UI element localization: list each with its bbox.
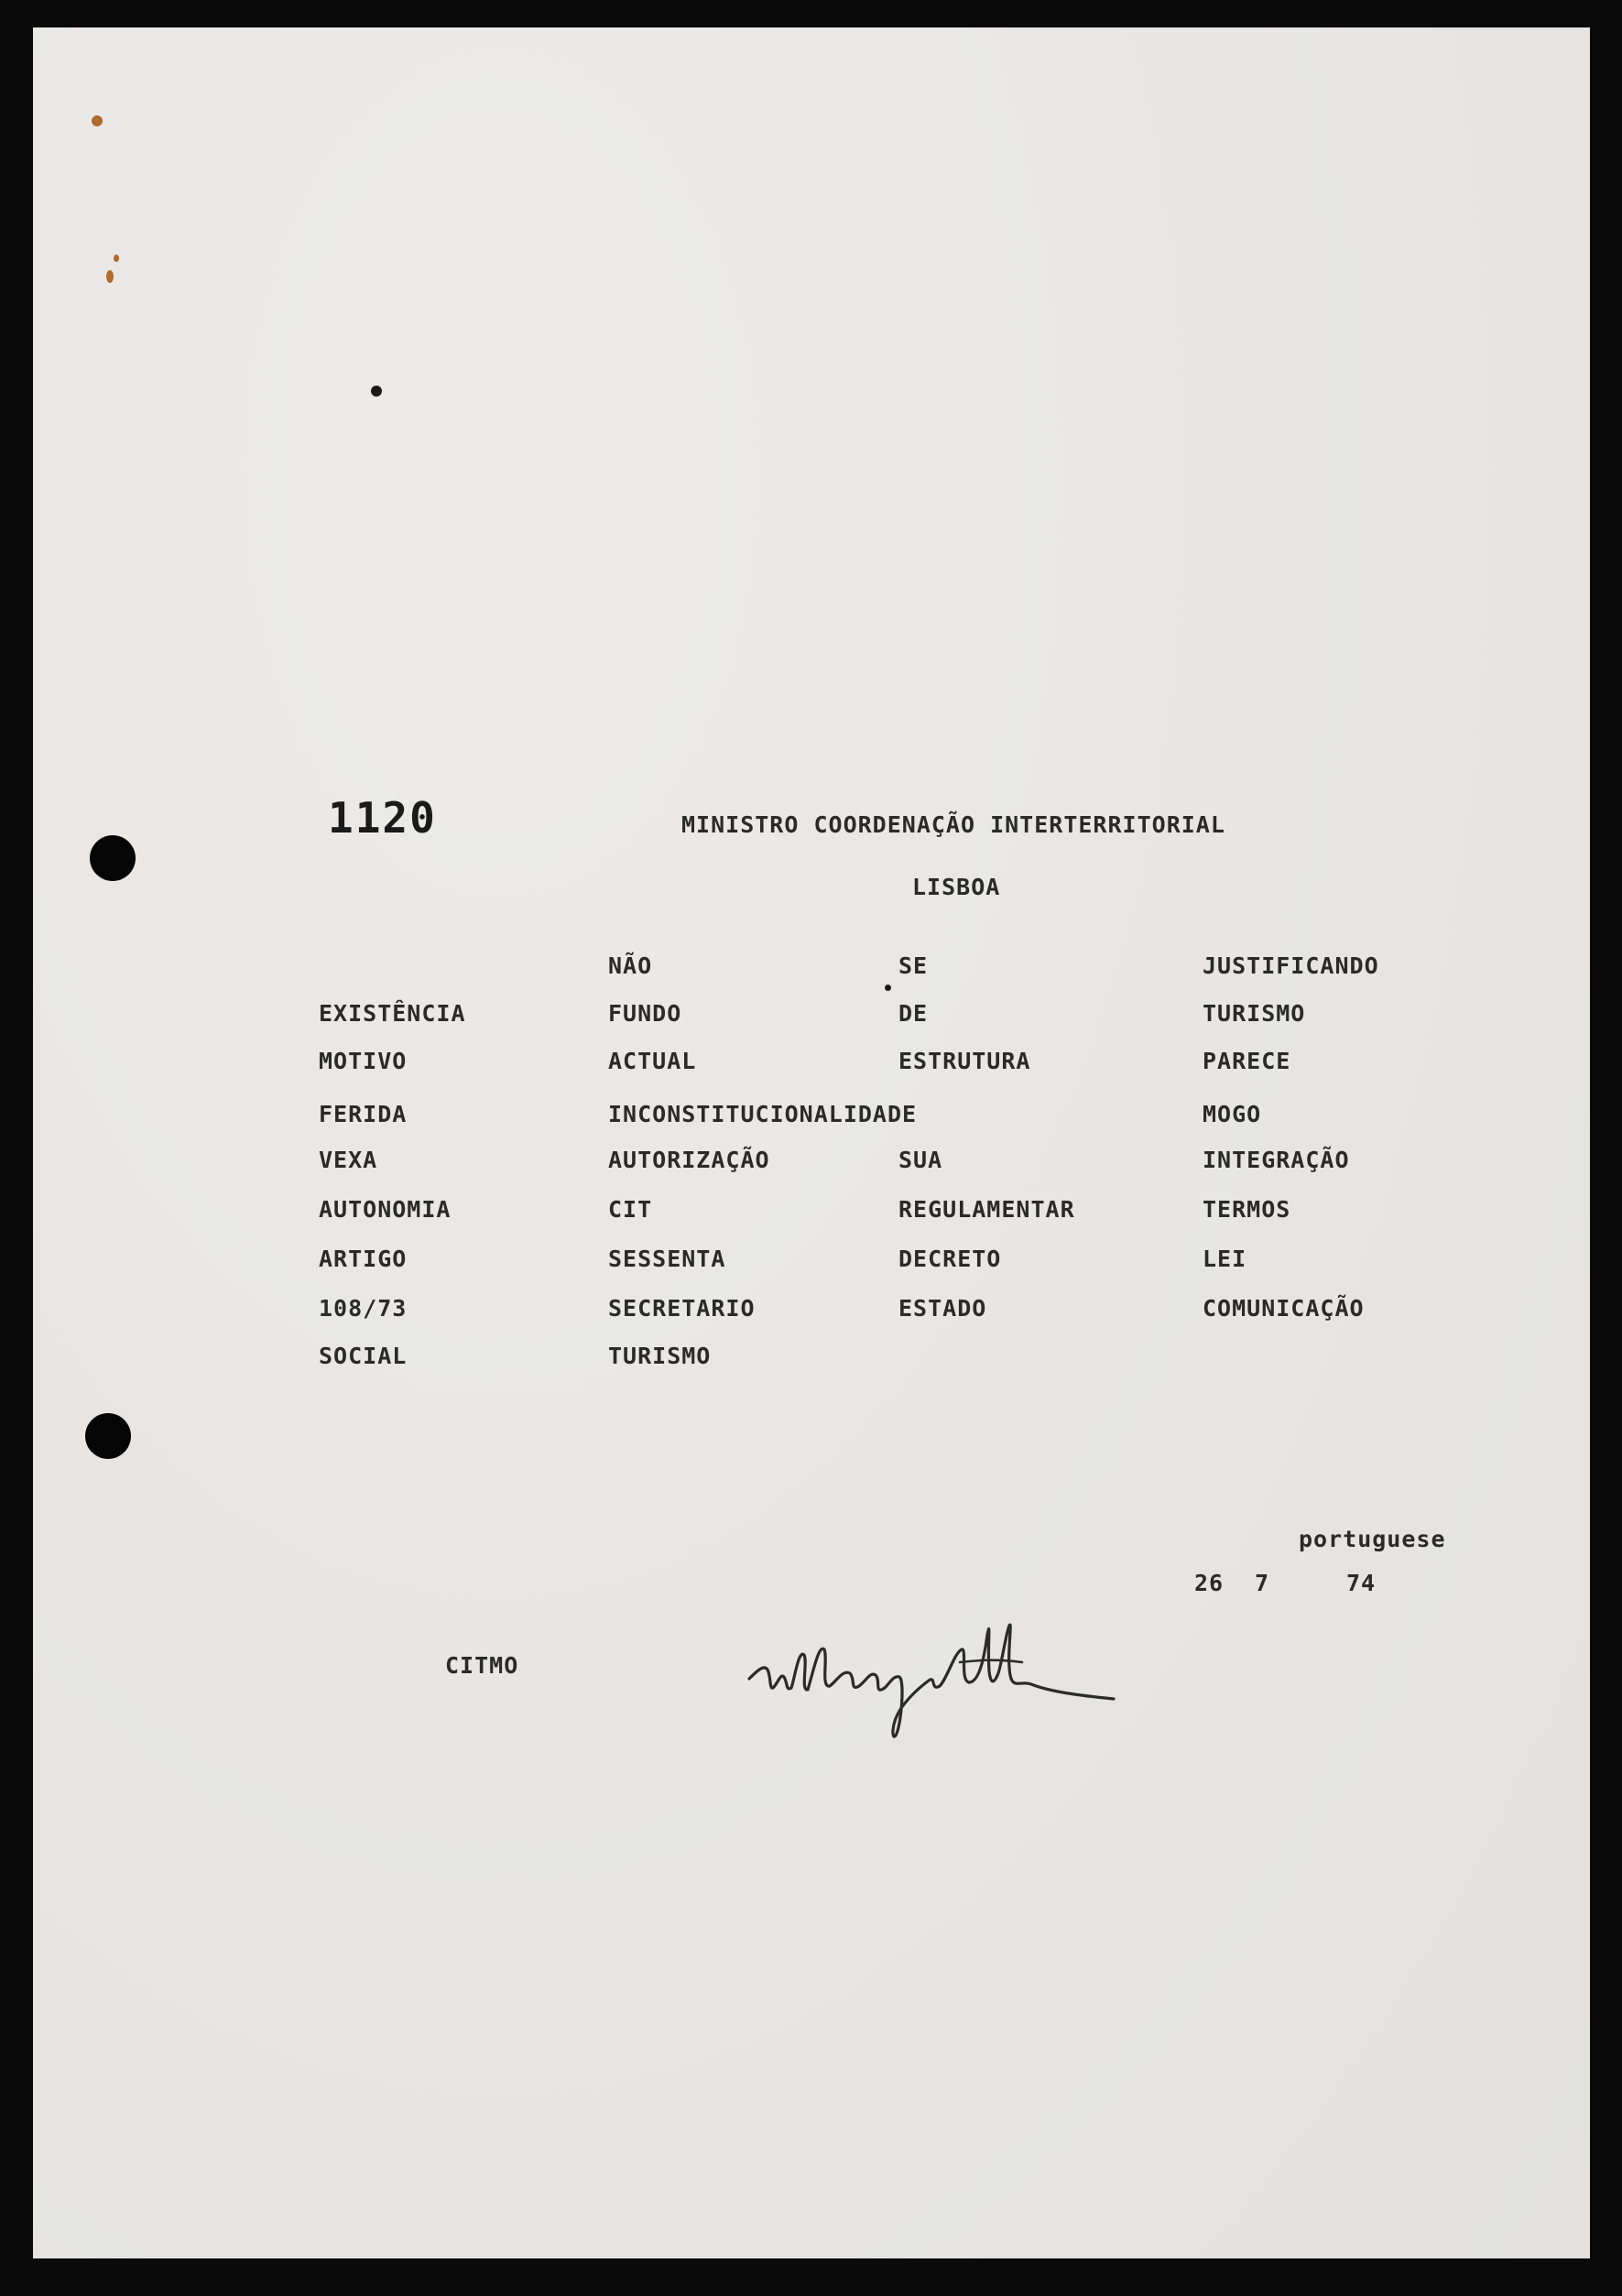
word-cell: NÃO (608, 952, 653, 979)
word-cell: PARECE (1203, 1048, 1291, 1074)
word-cell: ARTIGO (319, 1246, 408, 1272)
word-cell: SECRETARIO (608, 1295, 756, 1322)
recipient-header: MINISTRO COORDENAÇÃO INTERTERRITORIAL (681, 811, 1225, 838)
word-cell: DE (898, 1000, 929, 1027)
word-cell: AUTONOMIA (319, 1196, 452, 1223)
word-cell: EXISTÊNCIA (319, 1000, 466, 1027)
message-row (33, 1246, 1590, 1277)
date-year: 74 (1346, 1570, 1377, 1596)
punch-hole-lower (85, 1413, 131, 1459)
word-cell: FUNDO (608, 1000, 682, 1027)
handwritten-signature-icon (747, 1607, 1178, 1772)
rust-spot (114, 255, 119, 262)
word-cell: MOGO (1203, 1101, 1262, 1127)
document-page (33, 27, 1590, 2258)
message-row (33, 1196, 1590, 1227)
word-cell: DECRETO (898, 1246, 1002, 1272)
word-cell: AUTORIZAÇÃO (608, 1147, 770, 1173)
word-cell: LEI (1203, 1246, 1247, 1272)
rust-spot (106, 270, 114, 283)
message-row (33, 1101, 1590, 1132)
word-cell: ACTUAL (608, 1048, 697, 1074)
word-cell: SESSENTA (608, 1246, 726, 1272)
word-cell: ESTADO (898, 1295, 987, 1322)
message-row (33, 952, 1590, 984)
recipient-city: LISBOA (912, 874, 1001, 900)
rust-spot (92, 115, 103, 126)
message-row (33, 1295, 1590, 1326)
word-cell: TURISMO (608, 1343, 712, 1369)
document-number: 1120 (328, 793, 437, 843)
word-cell: ESTRUTURA (898, 1048, 1031, 1074)
ink-speck (371, 386, 382, 397)
punch-hole-upper (90, 835, 136, 881)
word-cell: INTEGRAÇÃO (1203, 1147, 1350, 1173)
word-cell: CIT (608, 1196, 653, 1223)
language-tag: portuguese (1299, 1526, 1446, 1552)
message-row (33, 1147, 1590, 1178)
word-cell: TERMOS (1203, 1196, 1291, 1223)
date-day: 26 (1194, 1570, 1225, 1596)
word-cell: 108/73 (319, 1295, 408, 1322)
word-cell: COMUNICAÇÃO (1203, 1295, 1365, 1322)
date-month: 7 (1255, 1570, 1270, 1596)
ink-speck (885, 985, 891, 991)
word-cell: MOTIVO (319, 1048, 408, 1074)
word-cell: FERIDA (319, 1101, 408, 1127)
word-cell: SE (898, 952, 929, 979)
word-cell: SOCIAL (319, 1343, 408, 1369)
sender-code: CITMO (445, 1652, 519, 1679)
message-row (33, 1000, 1590, 1031)
word-cell: SUA (898, 1147, 943, 1173)
word-cell: JUSTIFICANDO (1203, 952, 1379, 979)
message-row (33, 1343, 1590, 1374)
message-row (33, 1048, 1590, 1079)
word-cell: REGULAMENTAR (898, 1196, 1075, 1223)
word-cell: VEXA (319, 1147, 378, 1173)
word-cell: TURISMO (1203, 1000, 1306, 1027)
word-cell: INCONSTITUCIONALIDADE (608, 1101, 918, 1127)
